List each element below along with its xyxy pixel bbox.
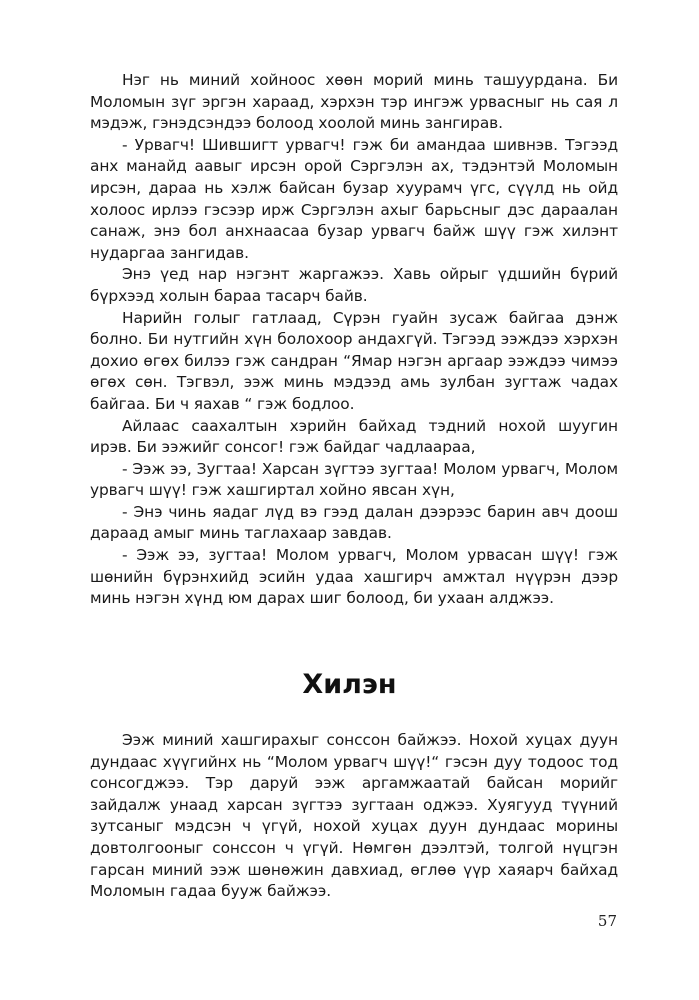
page-number: 57	[597, 912, 617, 930]
paragraph: - Урвагч! Шившигт урвагч! гэж би амандаа шивнэв. Тэгээд анх манайд аавыг ирсэн орой Сэргэлэн ах, тэдэнтэй Моломын ирсэн, дараа нь хэлж байсан бузар хуурамч үгс, сүүлд нь ойд холоос ирлээ гэсээр ирж Сэргэлэн ахыг барьсныг дэс дараалан санаж, энэ бол анхнаасаа бузар урвагч байж шүү гэж хилэнт нударгаа зангидав.	[90, 135, 618, 262]
paragraph: Нэг нь миний хойноос хөөн морий минь ташуурдана. Би Моломын зүг эргэн хараад, хэрхэн тэр ингэж урвасныг нь сая л мэдэж, гэнэдсэндээ болоод хоолой минь зангирав.	[90, 71, 618, 133]
paragraph: Айлаас саахалтын хэрийн байхад тэдний нохой шуугин ирэв. Би ээжийг сонсог! гэж байдаг чадлаараа,	[90, 416, 618, 457]
paragraph: Нарийн голыг гатлаад, Сүрэн гуайн зусаж байгаа дэнж болно. Би нутгийн хүн болохоор андахгүй. Тэгээд ээждээ хэрхэн дохио өгөх билээ гэж сандран “Ямар нэгэн аргаар ээждээ чимээ өгөх сөн. Тэгвэл, ээж минь мэдээд амь зулбан зугтаж чадах байгаа. Би ч яахав “ гэж бодлоо.	[90, 308, 618, 413]
paragraph: - Ээж ээ, зугтаа! Молом урвагч, Молом урвасан шүү! гэж шөнийн бүрэнхийд эсийн удаа хашгирч амжтал нүүрэн дээр минь нэгэн хүнд юм дарах шиг болоод, би ухаан алджээ.	[90, 546, 618, 608]
paragraph: Энэ үед нар нэгэнт жаргажээ. Хавь ойрыг үдшийн бүрий бүрхээд холын бараа тасарч байв.	[90, 265, 618, 305]
section-one-text	[90, 70, 618, 610]
paragraph: - Энэ чинь яадаг лүд вэ гээд далан дээрээс барин авч доош дараад амыг минь таглахаар завдав.	[90, 502, 618, 543]
section-two-text	[90, 730, 618, 903]
paragraph: Ээж миний хашгирахыг сонссон байжээ. Нохой хуцах дуун дундаас хүүгийнх нь “Молом урвагч шүү!“ гэсэн дуу тодоос тод сонсогджээ. Тэр даруй ээж аргамжаатай байсан морийг зайдалж унаад харсан зүгтээ зугтаан оджээ. Хуягууд түүний зутсаныг мэдсэн ч үгүй, нохой хуцах дуун дундаас морины довтолгооныг сонссон ч үгүй. Нөмгөн дээлтэй, толгой нүцгэн гарсан миний ээж шөнөжин давхиад, өглөө үүр хаяарч байхад Моломын гадаа бууж байжээ.	[90, 731, 618, 901]
paragraph: - Ээж ээ, Зугтаа! Харсан зүгтээ зугтаа! Молом урвагч, Молом урвагч шүү! гэж хашгиртал хойно явсан хүн,	[90, 459, 618, 500]
chapter-title: Хилэн	[302, 669, 397, 700]
